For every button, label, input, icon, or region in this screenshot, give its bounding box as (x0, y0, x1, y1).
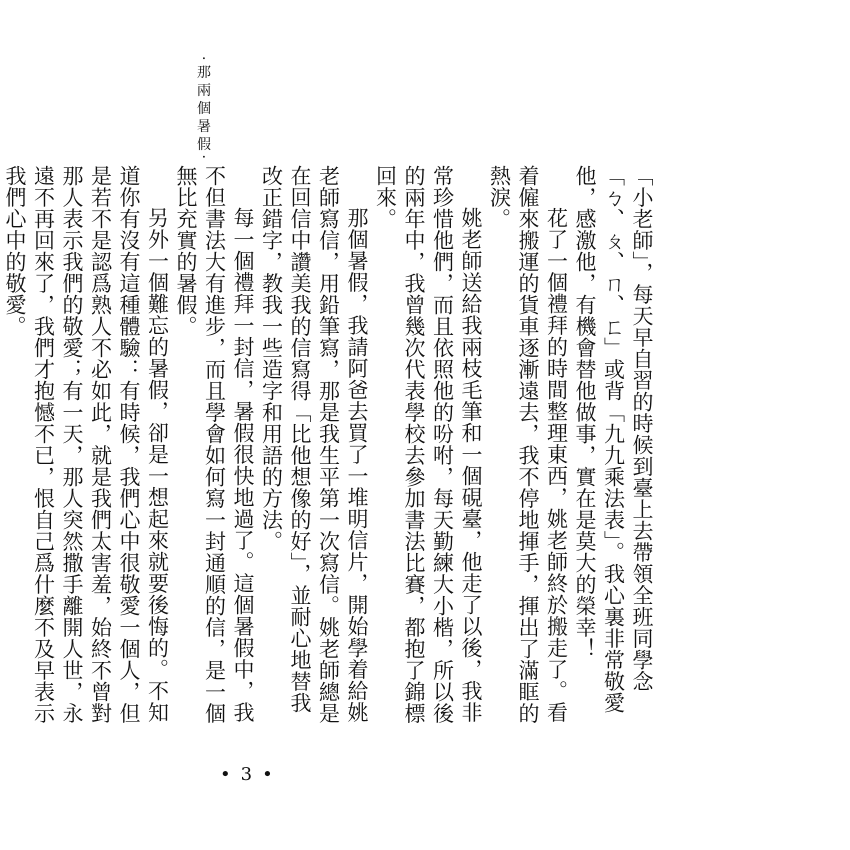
header-dot-right: · (195, 154, 211, 163)
body-text (3, 165, 656, 730)
paragraph-5: 每一個禮拜一封信，暑假很快地過了。這個暑假中，我不但書法大有進步，而且學會如何寫一封通順的信，是一個無比充實的暑假。 (174, 165, 255, 724)
paragraph-4: 那個暑假，我請阿爸去買了一堆明信片，開始學着給姚老師寫信，用鉛筆寫，那是我生平第一次寫信。姚老師總是在回信中讚美我的信寫得「比他想像的好」，並耐心地替我改正錯字，教我一些造字和用語的方法。 (259, 165, 369, 724)
paragraph-6: 另外一個難忘的暑假，卻是一想起來就要後悔的。不知道你有沒有這種體驗：有時候，我們心中很敬愛一個人，但是若不是認爲熟人不必如此，就是我們太害羞，始終不曾對那人表示我們的敬愛；有一天，那人突然撒手離開人世，永遠不再回來了，我們才抱憾不已，恨自己爲什麼不及早表示我們心中的敬愛。 (3, 165, 170, 724)
page-number (210, 766, 283, 784)
paragraph-3: 姚老師送給我兩枝毛筆和一個硯臺，他走了以後，我非常珍惜他們，而且依照他的吩咐，每天勤練大小楷，所以後的兩年中，我曾幾次代表學校去參加書法比賽，都抱了錦標回來。 (373, 165, 483, 724)
page-number-dot-right: • (262, 764, 273, 785)
header-title: 那兩個暑假 (195, 64, 211, 155)
paragraph-2: 花了一個禮拜的時間整理東西，姚老師終於搬走了。看着僱來搬運的貨車逐漸遠去，我不停地揮手，揮出了滿眶的熱淚。 (487, 165, 569, 724)
page-number-dot-left: • (220, 764, 231, 785)
page-number-value: 3 (240, 764, 253, 785)
running-header (196, 56, 210, 163)
header-dot-left: · (195, 56, 211, 65)
paragraph-1: 「小老師」，每天早自習的時候到臺上去帶領全班同學念「ㄅ、ㄆ、ㄇ、ㄈ」或背「九九乘法表」。我心裏非常敬愛他，感激他，有機會替他做事，實在是莫大的榮幸！ (573, 165, 654, 714)
